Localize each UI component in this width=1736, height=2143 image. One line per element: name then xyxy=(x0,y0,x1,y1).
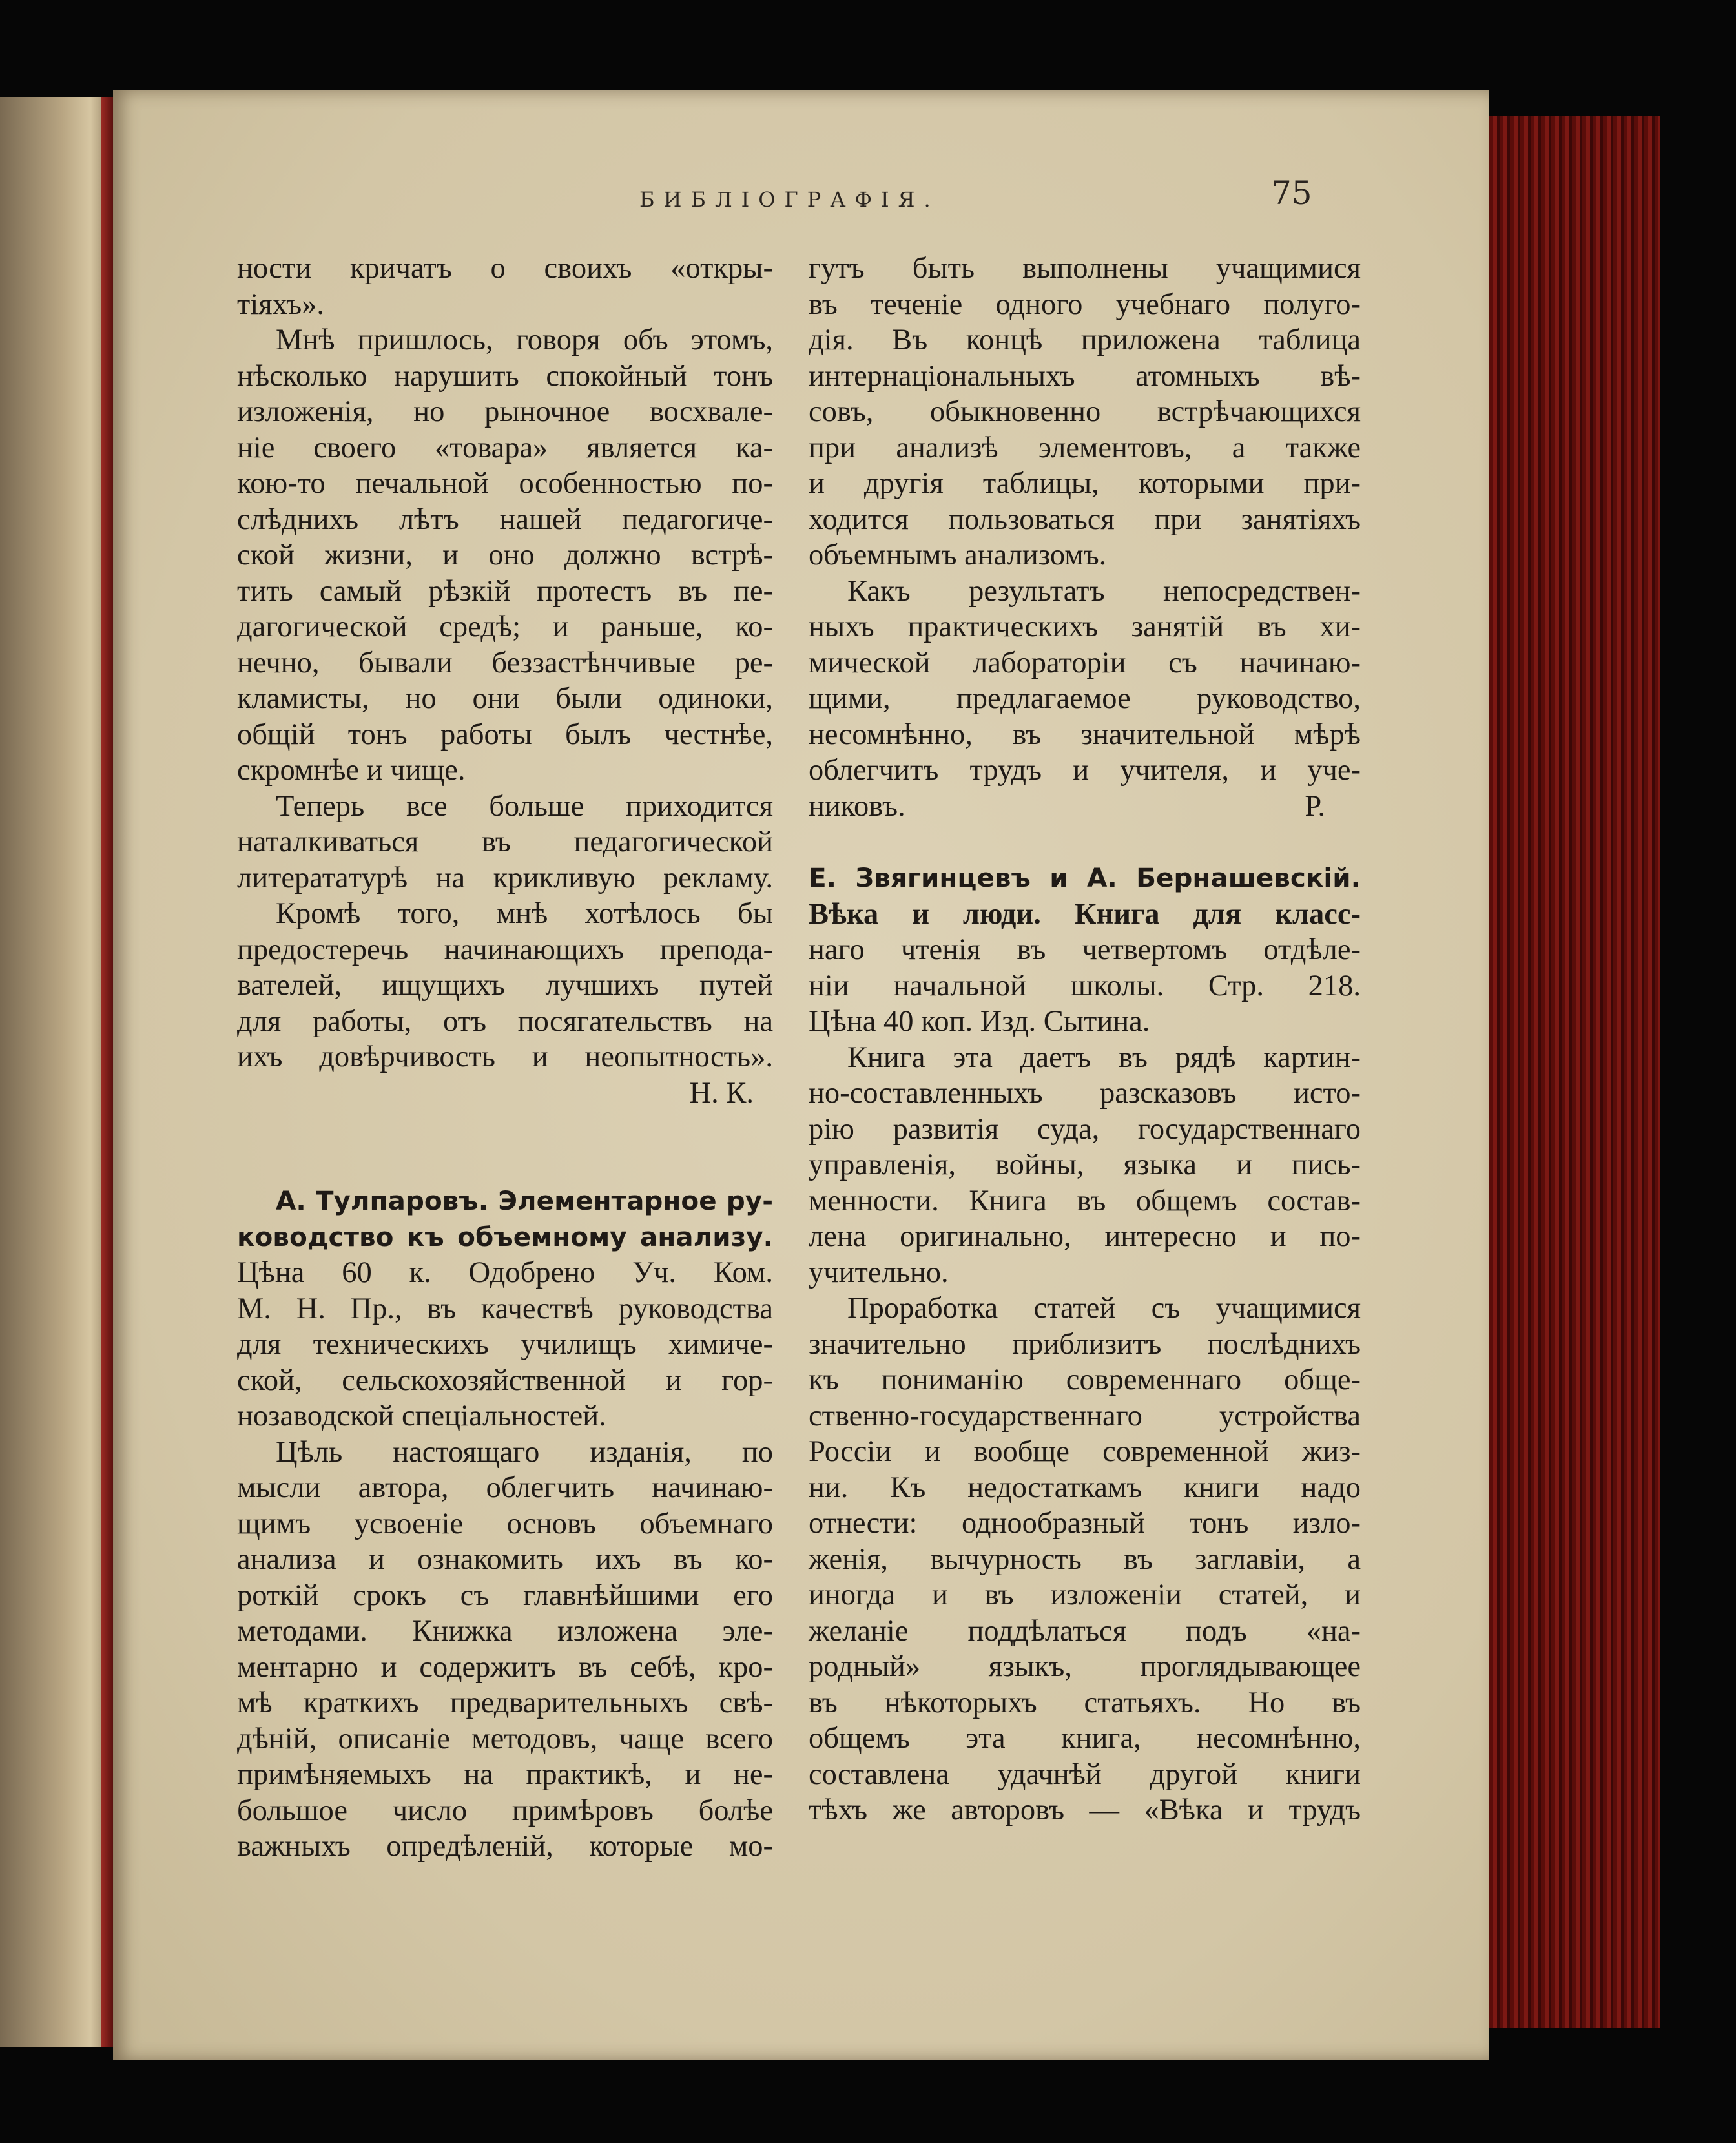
review-heading: Е. Звягинцевъ и А. Бернашевскій. xyxy=(809,862,1361,893)
text-line: тить самый рѣзкій протестъ въ пе- xyxy=(237,574,773,608)
text-line: общій тонъ работы былъ честнѣе, xyxy=(237,718,773,751)
review-heading: ководство къ объемному анализу. xyxy=(237,1221,773,1252)
text-line: ментарно и содержитъ въ себѣ, кро- xyxy=(237,1650,773,1684)
text-line: составлена удачнѣй другой книги xyxy=(809,1757,1361,1791)
right-column xyxy=(809,251,1361,1828)
text-line: кою-то печальной особенностью по- xyxy=(237,467,773,500)
text-line: родный» языкъ, проглядывающее xyxy=(809,1650,1361,1683)
text-line: но-составленныхъ разсказовъ исто- xyxy=(809,1077,1361,1110)
text-line: важныхъ опредѣленій, которые мо- xyxy=(237,1830,773,1863)
text-line: интернаціональныхъ атомныхъ вѣ- xyxy=(809,359,1361,393)
text-line: облегчитъ трудъ и учителя, и уче- xyxy=(809,754,1361,787)
text-line: тѣхъ же авторовъ — «Вѣка и трудъ xyxy=(809,1794,1361,1827)
text-line: совъ, обыкновенно встрѣчающихся xyxy=(809,395,1361,428)
text-line: Мнѣ пришлось, говоря объ этомъ, xyxy=(276,324,773,357)
book-edge xyxy=(1479,116,1660,2028)
text-line: женія, вычурность въ заглавіи, а xyxy=(809,1542,1361,1576)
text-line: щимъ усвоеніе основъ объемнаго xyxy=(237,1507,773,1540)
text-line: наго чтенія въ четвертомъ отдѣле- xyxy=(809,933,1361,966)
text-line: ныхъ практическихъ занятій въ хи- xyxy=(809,610,1361,643)
text-line: наталкиваться въ педагогической xyxy=(237,825,773,858)
review-heading: А. Тулпаровъ. Элементарное ру- xyxy=(276,1185,773,1216)
text-line: никовъ. xyxy=(809,789,905,823)
review-signature: Р. xyxy=(1305,789,1325,823)
text-line: для работы, отъ посягательствъ на xyxy=(237,1004,773,1038)
text-line: слѣднихъ лѣтъ нашей педагогиче- xyxy=(237,502,773,536)
text-line: Книга эта даетъ въ рядѣ картин- xyxy=(847,1040,1361,1074)
text-line: Цѣль настоящаго изданія, по xyxy=(276,1435,773,1469)
review-signature: Н. К. xyxy=(689,1076,754,1110)
text-line: нечно, бывали беззастѣнчивые ре- xyxy=(237,646,773,679)
text-line: Вѣка и люди. Книга для класс- xyxy=(809,897,1361,931)
text-line: для техническихъ училищъ химиче- xyxy=(237,1328,773,1361)
text-line: нѣсколько нарушить спокойный тонъ xyxy=(237,359,773,393)
text-line: ни. Къ недостаткамъ книги надо xyxy=(809,1471,1361,1504)
text-line: щими, предлагаемое руководство, xyxy=(809,682,1361,715)
text-line: Какъ результатъ непосредствен- xyxy=(847,574,1361,608)
text-line: ской жизни, и оно должно встрѣ- xyxy=(237,539,773,572)
text-line: скромнѣе и чище. xyxy=(237,754,466,787)
text-line: мысли автора, облегчить начинаю- xyxy=(237,1471,773,1504)
text-line-with-signature xyxy=(809,789,1361,825)
text-line: Теперь все больше приходится xyxy=(276,789,773,823)
text-line: рію развитія суда, государственнаго xyxy=(809,1112,1361,1146)
text-line: роткій срокъ съ главнѣйшими его xyxy=(237,1579,773,1612)
text-line: значительно приблизитъ послѣднихъ xyxy=(809,1327,1361,1361)
text-line: изложенія, но рыночное восхвале- xyxy=(237,395,773,428)
text-line: методами. Книжка изложена эле- xyxy=(237,1615,773,1648)
text-line: и другія таблицы, которыми при- xyxy=(809,467,1361,500)
text-line: къ пониманію современнаго обще- xyxy=(809,1363,1361,1396)
text-line: ихъ довѣрчивость и неопытность». xyxy=(237,1040,773,1073)
text-line: иногда и въ изложеніи статей, и xyxy=(809,1579,1361,1611)
text-line: нозаводской спеціальностей. xyxy=(237,1400,606,1433)
text-line: учительно. xyxy=(809,1256,949,1289)
text-line: ности кричатъ о своихъ «откры- xyxy=(237,252,773,285)
text-line: вателей, ищущихъ лучшихъ путей xyxy=(237,969,773,1002)
facing-page-edge xyxy=(0,97,113,2047)
text-line: дія. Въ концѣ приложена таблица xyxy=(809,324,1361,357)
text-line: ходится пользоваться при занятіяхъ xyxy=(809,502,1361,536)
text-line: Кромѣ того, мнѣ хотѣлось бы xyxy=(276,897,773,930)
binding-fold xyxy=(101,97,113,2047)
text-line: предостеречь начинающихъ препода- xyxy=(237,933,773,966)
text-line: ственно-государственнаго устройства xyxy=(809,1399,1361,1433)
text-line: при анализѣ элементовъ, а также xyxy=(809,431,1361,464)
text-line: анализа и ознакомить ихъ въ ко- xyxy=(237,1543,773,1576)
text-line: ніи начальной школы. Стр. 218. xyxy=(809,969,1361,1002)
text-line: Цѣна 60 к. Одобрено Уч. Ком. xyxy=(237,1256,773,1289)
text-line: гутъ быть выполнены учащимися xyxy=(809,252,1361,285)
text-line: ніе своего «товара» является ка- xyxy=(237,431,773,464)
text-line: ской, сельскохозяйственной и гор- xyxy=(237,1363,773,1397)
text-line: Проработка статей съ учащимися xyxy=(847,1292,1361,1325)
text-line: Цѣна 40 коп. Изд. Сытина. xyxy=(809,1005,1150,1038)
text-line: М. Н. Пр., въ качествѣ руководства xyxy=(237,1292,773,1325)
text-line: объемнымъ анализомъ. xyxy=(809,539,1107,572)
text-line: большое число примѣровъ болѣе xyxy=(237,1794,773,1827)
text-line: менности. Книга въ общемъ состав- xyxy=(809,1184,1361,1217)
running-head: БИБЛІОГРАФІЯ. xyxy=(639,187,940,212)
text-line: дѣній, описаніе методовъ, чаще всего xyxy=(237,1722,773,1755)
text-line: мѣ краткихъ предварительныхъ свѣ- xyxy=(237,1686,773,1719)
text-line: управленія, войны, языка и пись- xyxy=(809,1148,1361,1181)
text-line: мической лабораторіи съ начинаю- xyxy=(809,646,1361,679)
text-line: литератaтурѣ на крикливую рекламу. xyxy=(237,861,773,895)
text-line: лена оригинально, интересно и по- xyxy=(809,1220,1361,1253)
text-line: тіяхъ». xyxy=(237,287,325,321)
text-line: Россіи и вообще современной жиз- xyxy=(809,1435,1361,1468)
text-line: несомнѣнно, въ значительной мѣрѣ xyxy=(809,718,1361,751)
page-number: 75 xyxy=(1271,174,1312,212)
text-line: дагогической средѣ; и раньше, ко- xyxy=(237,610,773,643)
text-line: примѣняемыхъ на практикѣ, и не- xyxy=(237,1758,773,1791)
text-line: желаніе поддѣлаться подъ «на- xyxy=(809,1614,1361,1648)
text-line: кламисты, но они были одиноки, xyxy=(237,682,773,715)
text-line: общемъ эта книга, несомнѣнно, xyxy=(809,1722,1361,1755)
text-line: въ теченіе одного учебнаго полуго- xyxy=(809,287,1361,321)
text-line: отнести: однообразный тонъ изло- xyxy=(809,1507,1361,1540)
left-column xyxy=(237,251,773,1865)
text-line: въ нѣкоторыхъ статьяхъ. Но въ xyxy=(809,1686,1361,1719)
